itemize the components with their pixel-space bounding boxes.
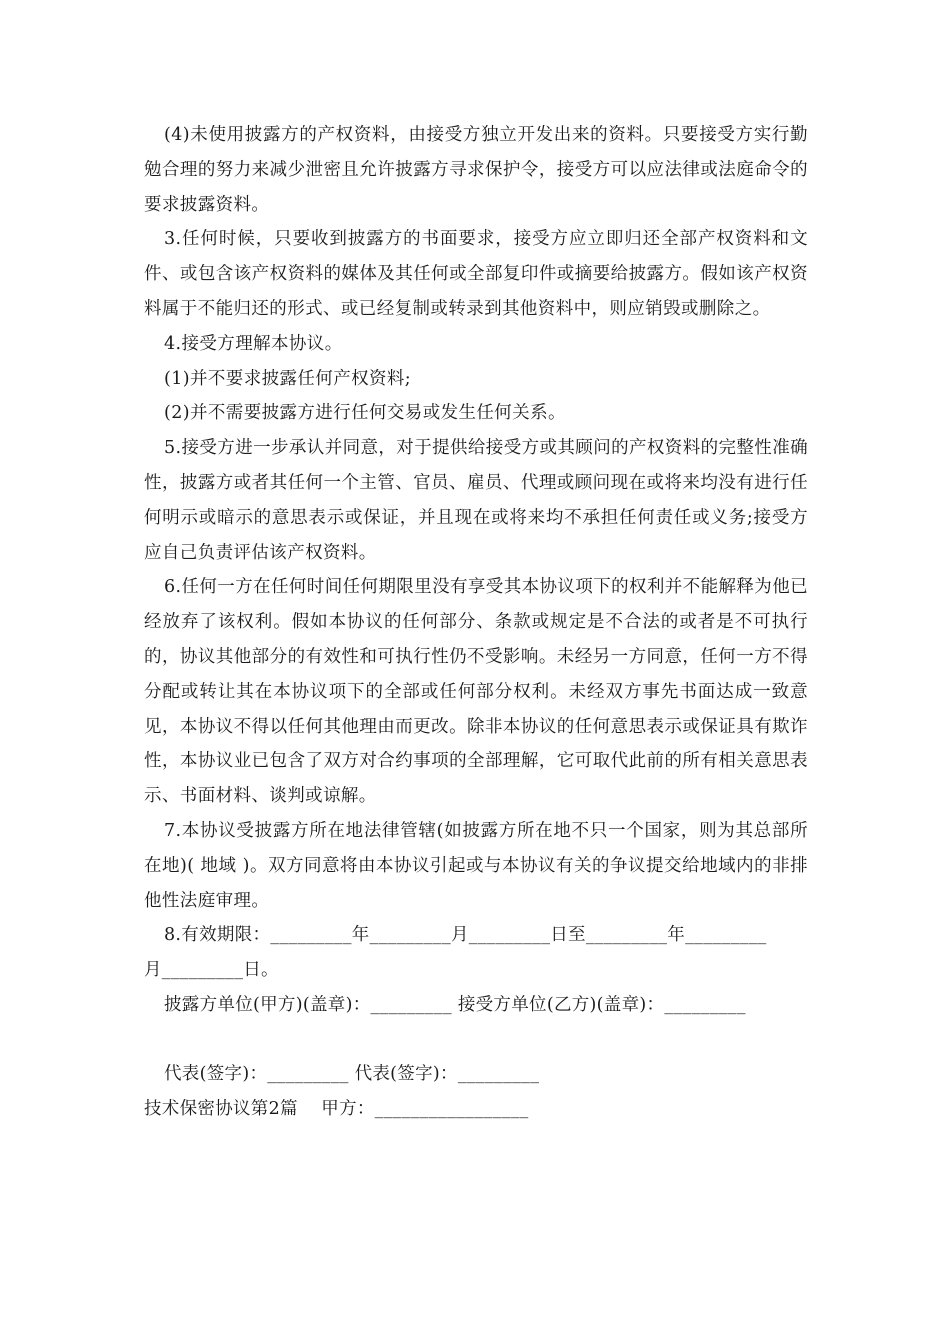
paragraph-clause-4-1: (1)并不要求披露任何产权资料; [164,368,412,389]
paragraph-clause-3: 3.任何时候，只要收到披露方的书面要求，接受方应立即归还全部产权资料和文件、或包含该产权资料的媒体及其任何或全部复印件或摘要给披露方。假如该产权资料属于不能归还的形式、或已经复制或转录到其他资料中，则应销毁或删除之。 [144,229,808,319]
document-page [144,118,808,1126]
paragraph-clause-6: 6.任何一方在任何时间任何期限里没有享受其本协议项下的权利并不能解释为他已经放弃了该权利。假如本协议的任何部分、条款或规定是不合法的或者是不可执行的，协议其他部分的有效性和可执行性仍不受影响。未经另一方同意，任何一方不得分配或转让其在本协议项下的全部或任何部分权利。未经双方事先书面达成一致意见，本协议不得以任何其他理由而更改。除非本协议的任何意思表示或保证具有欺诈性，本协议业已包含了双方对合约事项的全部理解，它可取代此前的所有相关意思表示、书面材料、谈判或谅解。 [144,577,808,807]
paragraph-clause-4-2: (2)并不需要披露方进行任何交易或发生任何关系。 [164,403,566,424]
paragraph-clause-5: 5.接受方进一步承认并同意，对于提供给接受方或其顾问的产权资料的完整性准确性，披露方或者其任何一个主管、官员、雇员、代理或顾问现在或将来均没有进行任何明示或暗示的意思表示或保证，并且现在或将来均不承担任何责任或义务;接受方应自己负责评估该产权资料。 [144,438,808,563]
next-section-heading-line: 技术保密协议第2篇 甲方：_________________ [144,1098,529,1119]
blank-spacer [144,1023,808,1057]
validity-period-line: 8.有效期限：_________年_________月_________日至_________年_________ [164,925,767,946]
paragraph-clause-4-4: (4)未使用披露方的产权资料，由接受方独立开发出来的资料。只要接受方实行勤勉合理的努力来减少泄密且允许披露方寻求保护令，接受方可以应法律或法庭命令的要求披露资料。 [144,125,808,215]
validity-period-line-continued: 月_________日。 [144,960,279,981]
representative-signature-line: 代表(签字)：_________ 代表(签字)：_________ [164,1063,540,1084]
paragraph-clause-7: 7.本协议受披露方所在地法律管辖(如披露方所在地不只一个国家，则为其总部所在地)( 地域 )。双方同意将由本协议引起或与本协议有关的争议提交给地域内的非排他性法庭审理。 [144,820,808,911]
seal-line: 披露方单位(甲方)(盖章)：_________ 接受方单位(乙方)(盖章)：_________ [164,994,746,1015]
paragraph-clause-4: 4.接受方理解本协议。 [164,333,343,354]
